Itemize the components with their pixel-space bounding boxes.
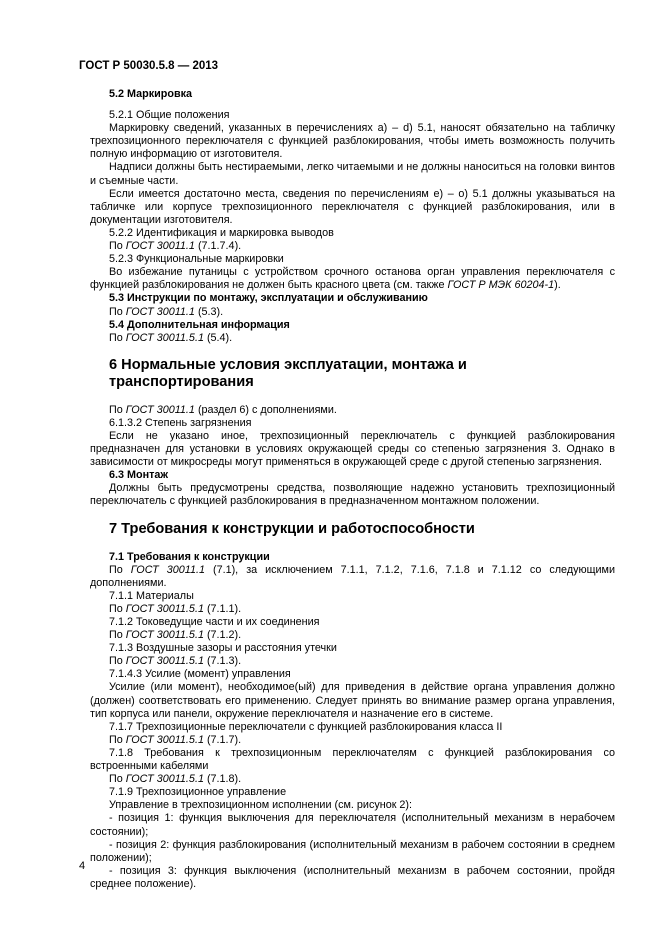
ref-suffix: (5.3). — [194, 305, 224, 318]
section-heading-6-3: 6.3 Монтаж — [109, 469, 169, 482]
ref-suffix: (7.1), за исключением 7.1.1, 7.1.2, 7.1.6, 7.1.8 и 7.1.12 со следующими дополнениями. — [90, 563, 615, 589]
standard-reference: ГОСТ 30011.5.1 — [125, 602, 204, 615]
subsection-7-1-3: 7.1.3 Воздушные зазоры и расстояния утечки — [109, 642, 337, 655]
section-heading-7-1: 7.1 Требования к конструкции — [109, 550, 270, 563]
reference-line — [90, 240, 615, 253]
ref-suffix: (5.4). — [203, 331, 233, 344]
paragraph: Если не указано иное, трехпозиционный переключатель с функцией разблокирования предназначен для установки в условиях окружающей среды со степенью загрязнения 3. Однако в зависимости от микросреды могут применяться в окружающей среде с другой степенью загрязнения. — [90, 429, 615, 469]
ref-prefix: По — [109, 403, 126, 416]
subsection-7-1-8: 7.1.8 Требования к трехпозиционным переключателям с функцией разблокирования со встроенными кабелями — [90, 746, 615, 773]
ref-prefix: По — [109, 733, 126, 746]
ref-suffix: (7.1.7.4). — [194, 240, 242, 253]
chapter-heading-7: 7 Требования к конструкции и работоспособности — [109, 520, 475, 537]
paragraph: Усилие (или момент), необходимое(ый) для приведения в действие органа управления должно (должен) соответствовать его применению. Следует принять во внимание размер органа управления, тип корпуса или панели, окружение переключателя и назначение его в системе. — [90, 681, 615, 720]
list-item: - позиция 2: функция разблокирования (исполнительный механизм в рабочем состоянии в среднем положении); — [90, 838, 615, 864]
paragraph-text: Во избежание путаницы с устройством срочного останова орган управления переключателя с функцией разблокирования не должен быть красного цвета (см. также — [90, 266, 615, 292]
ref-suffix: (7.1.1). — [203, 602, 242, 615]
list-item: - позиция 1: функция выключения для переключателя (исполнительный механизм в нерабочем состоянии); — [90, 812, 615, 838]
list-item: - позиция 3: функция выключения (исполнительный механизм в рабочем состоянии, пройдя среднее положение). — [90, 864, 615, 890]
reference-line — [90, 332, 615, 345]
ref-suffix: (7.1.8). — [203, 773, 242, 786]
reference-line — [90, 404, 615, 417]
subsection-7-1-9: 7.1.9 Трехпозиционное управление — [109, 786, 287, 799]
subsection-7-1-2: 7.1.2 Токоведущие части и их соединения — [109, 616, 320, 628]
ref-prefix: По — [109, 655, 126, 668]
ref-prefix: По — [109, 773, 126, 786]
standard-reference: ГОСТ 30011.1 — [125, 240, 195, 253]
ref-suffix: (7.1.3). — [203, 655, 242, 668]
standard-reference: ГОСТ 30011.1 — [130, 563, 205, 576]
ref-prefix: По — [109, 563, 131, 576]
standard-reference: ГОСТ 30011.5.1 — [125, 733, 204, 746]
reference-line — [90, 655, 615, 668]
standard-reference: ГОСТ 30011.1 — [125, 403, 195, 416]
section-heading-5-4: 5.4 Дополнительная информация — [109, 318, 290, 331]
running-header: ГОСТ Р 50030.5.8 — 2013 — [79, 60, 219, 72]
paragraph — [90, 564, 615, 590]
reference-line — [90, 773, 615, 786]
ref-suffix: ). — [554, 279, 561, 292]
subsection-7-1-1: 7.1.1 Материалы — [109, 589, 194, 602]
subsection-7-1-4-3: 7.1.4.3 Усилие (момент) управления — [109, 668, 291, 681]
paragraph: Если имеется достаточно места, сведения по перечислениям е) – о) 5.1 должны указываться на табличке или корпусе трехпозиционного переключателя с функцией разблокирования, или в документации изготовителя. — [90, 187, 615, 226]
ref-suffix: (7.1.2). — [203, 629, 242, 642]
paragraph: Маркировку сведений, указанных в перечислениях а) – d) 5.1, наносят обязательно на табличку трехпозиционного переключателя с функцией разблокирования, чтобы иметь возможность получить полную информацию от изготовителя. — [90, 122, 615, 161]
subsection-5-2-1: 5.2.1 Общие положения — [109, 109, 230, 122]
subsection-5-2-2: 5.2.2 Идентификация и маркировка выводов — [109, 226, 334, 239]
ref-prefix: По — [109, 602, 126, 615]
subsection-6-1-3-2: 6.1.3.2 Степень загрязнения — [109, 416, 252, 429]
standard-reference: ГОСТ 30011.5.1 — [125, 773, 204, 786]
reference-line — [90, 306, 615, 319]
standard-reference: ГОСТ 30011.5.1 — [125, 629, 204, 642]
subsection-5-2-3: 5.2.3 Функциональные маркировки — [109, 253, 284, 266]
ref-suffix: (7.1.7). — [203, 733, 242, 746]
paragraph: Надписи должны быть нестираемыми, легко читаемыми и не должны наноситься на головки винтов и съемные части. — [90, 161, 615, 187]
reference-line — [90, 629, 615, 642]
paragraph — [90, 266, 615, 292]
standard-reference: ГОСТ 30011.5.1 — [125, 655, 204, 668]
subsection-7-1-7: 7.1.7 Трехпозиционные переключатели с функцией разблокирования класса II — [109, 720, 503, 733]
ref-suffix: (раздел 6) с дополнениями. — [194, 403, 337, 416]
standard-reference: ГОСТ 30011.5.1 — [125, 331, 204, 344]
document-body — [90, 88, 615, 891]
reference-line — [90, 603, 615, 616]
standard-reference: ГОСТ 30011.1 — [125, 305, 195, 318]
standard-reference: ГОСТ Р МЭК 60204-1 — [447, 279, 555, 292]
paragraph: Управление в трехпозиционном исполнении (см. рисунок 2): — [109, 799, 413, 812]
section-heading-5-2: 5.2 Маркировка — [109, 88, 193, 100]
section-heading-5-3: 5.3 Инструкции по монтажу, эксплуатации и обслуживанию — [109, 292, 428, 305]
ref-prefix: По — [109, 240, 126, 253]
page-number: 4 — [79, 860, 86, 872]
chapter-heading-6: 6 Нормальные условия эксплуатации, монтажа и транспортирования — [109, 356, 467, 390]
ref-prefix: По — [109, 331, 126, 344]
reference-line — [90, 734, 615, 747]
ref-prefix: По — [109, 629, 126, 642]
paragraph: Должны быть предусмотрены средства, позволяющие надежно установить трехпозиционный переключатель с функцией разблокирования в предназначенном монтажном положении. — [90, 482, 615, 508]
ref-prefix: По — [109, 305, 126, 318]
